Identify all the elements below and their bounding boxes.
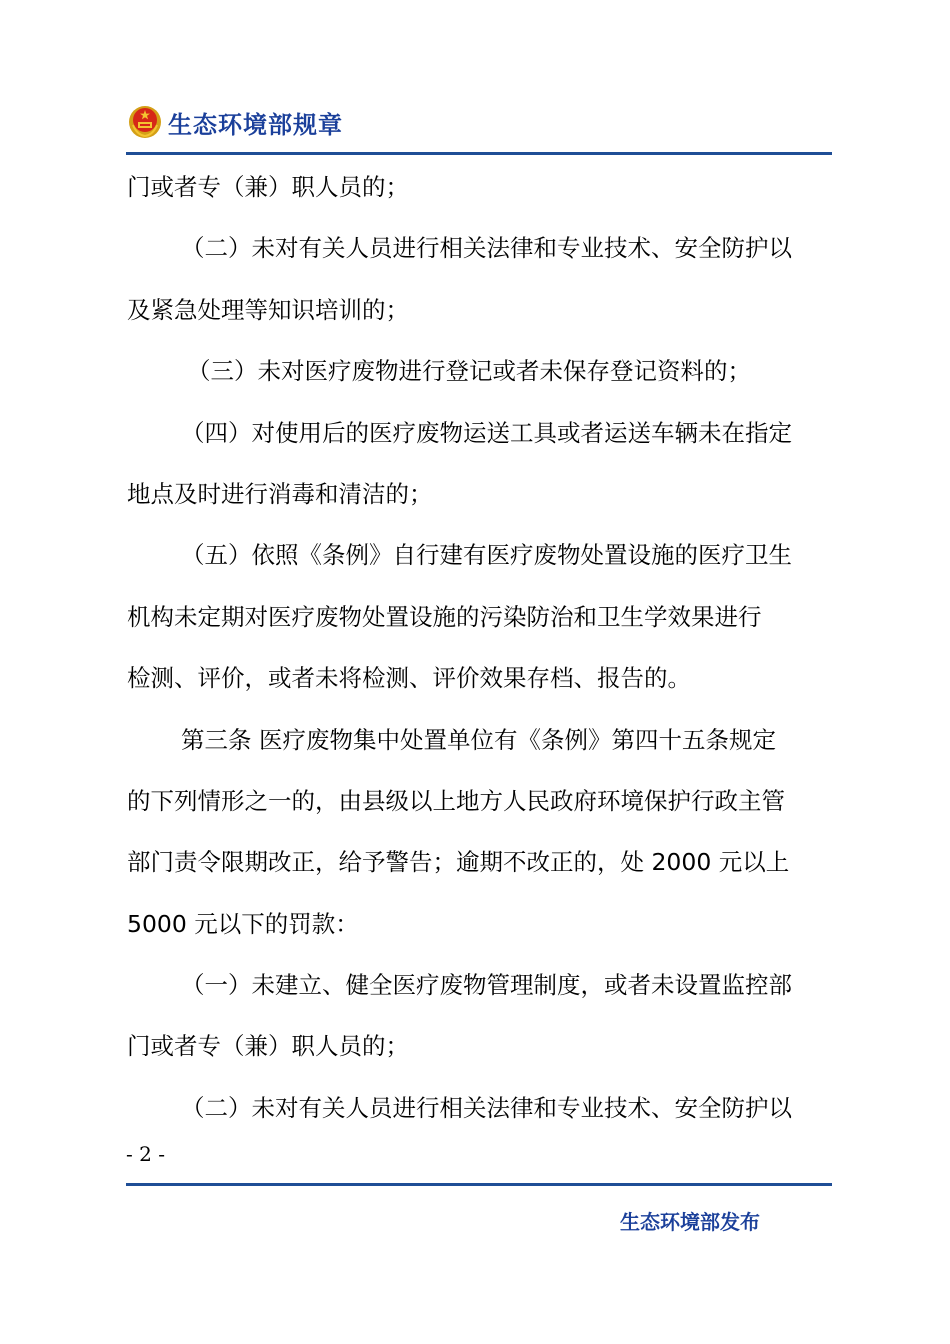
document-header	[128, 102, 343, 142]
footer-publisher: 生态环境部发布	[620, 1210, 760, 1234]
national-emblem-icon	[128, 105, 162, 139]
header-title: 生态环境部规章	[168, 110, 343, 139]
footer-divider	[126, 1183, 832, 1186]
text-line: 门或者专（兼）职人员的；	[127, 1032, 409, 1061]
text-line: （二）未对有关人员进行相关法律和专业技术、安全防护以	[181, 1093, 792, 1122]
text-line: 机构未定期对医疗废物处置设施的污染防治和卫生学效果进行	[127, 602, 762, 631]
text-line: 及紧急处理等知识培训的；	[127, 295, 409, 324]
document-body	[127, 157, 833, 1139]
text-line: 检测、评价，或者未将检测、评价效果存档、报告的。	[127, 664, 691, 693]
text-line: （四）对使用后的医疗废物运送工具或者运送车辆未在指定	[181, 418, 792, 447]
text-line: （五）依照《条例》自行建有医疗废物处置设施的医疗卫生	[181, 541, 792, 570]
text-line: 5000 元以下的罚款：	[127, 909, 359, 938]
text-line: 第三条 医疗废物集中处置单位有《条例》第四十五条规定	[181, 725, 776, 754]
text-line: 地点及时进行消毒和清洁的；	[127, 479, 433, 508]
text-line: （二）未对有关人员进行相关法律和专业技术、安全防护以	[181, 234, 792, 263]
text-line: 的下列情形之一的，由县级以上地方人民政府环境保护行政主管	[127, 786, 785, 815]
text-line: 部门责令限期改正，给予警告；逾期不改正的，处 2000 元以上	[127, 848, 790, 877]
header-divider	[126, 152, 832, 155]
text-line: （三）未对医疗废物进行登记或者未保存登记资料的；	[187, 357, 751, 386]
text-line: 门或者专（兼）职人员的；	[127, 173, 409, 201]
page-number: - 2 -	[126, 1142, 165, 1166]
text-line: （一）未建立、健全医疗废物管理制度，或者未设置监控部	[181, 971, 792, 1000]
